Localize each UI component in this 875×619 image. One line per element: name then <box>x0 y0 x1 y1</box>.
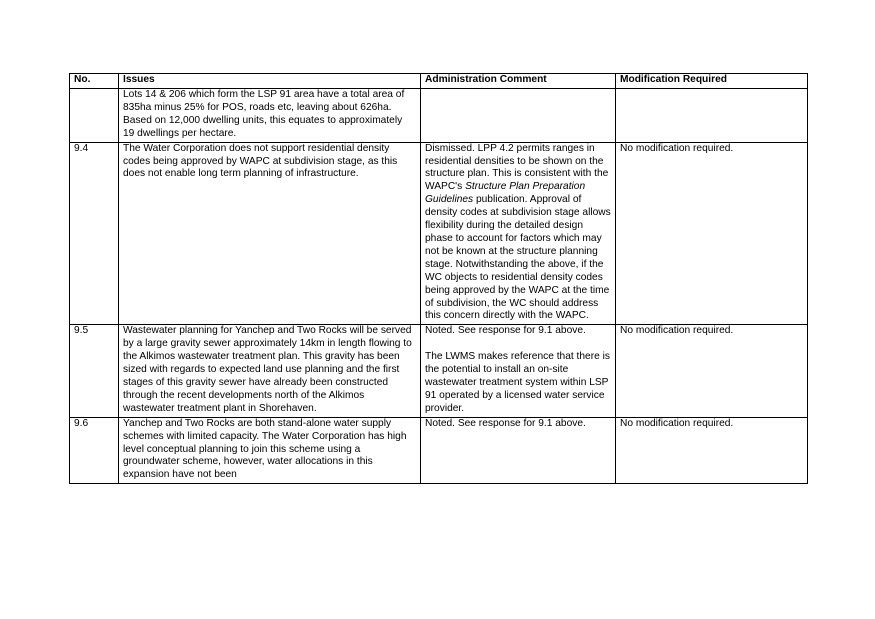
header-no: No. <box>70 74 119 89</box>
issues-table <box>69 73 808 484</box>
row-number: 9.5 <box>70 325 119 417</box>
admin-comment-part: publication. Approval of density codes at subdivision stage allows flexibility during the detailed design phase to account for factors which may not be known at the structure planning stage. Notwithstanding the above, if the WC objects to residential density codes being approved by the WAPC at the time of subdivision, the WC should address this concern directly with the WAPC. <box>425 194 611 322</box>
header-admin-comment: Administration Comment <box>421 74 616 89</box>
modification-required: No modification required. <box>616 325 808 417</box>
admin-comment: Noted. See response for 9.1 above. <box>421 417 616 484</box>
admin-comment <box>421 89 616 143</box>
table-row <box>70 417 808 484</box>
admin-comment-paragraph: The LWMS makes reference that there is the potential to install an on-site wastewater treatment system within LSP 91 operated by a licensed water service provider. <box>425 351 610 414</box>
issue-text: The Water Corporation does not support residential density codes being approved by WAPC at subdivision stage, as this does not enable long term planning of infrastructure. <box>119 142 421 325</box>
modification-required <box>616 89 808 143</box>
admin-comment-paragraph: Noted. See response for 9.1 above. <box>425 325 586 337</box>
table-header-row <box>70 74 808 89</box>
row-number <box>70 89 119 143</box>
issue-text: Yanchep and Two Rocks are both stand-alone water supply schemes with limited capacity. The Water Corporation has high level conceptual planning to join this scheme using a groundwater scheme, however, water allocations in this expansion have not been <box>119 417 421 484</box>
modification-required: No modification required. <box>616 142 808 325</box>
paragraph-gap <box>425 338 611 351</box>
row-number: 9.6 <box>70 417 119 484</box>
issue-text: Wastewater planning for Yanchep and Two Rocks will be served by a large gravity sewer approximately 14km in length flowing to the Alkimos wastewater treatment plan. This gravity has been sized with regards to expected land use planning and the first stages of this gravity sewer have already been constructed through the recent developments north of the Alkimos wastewater treatment plant in Shorehaven. <box>119 325 421 417</box>
header-modification-required: Modification Required <box>616 74 808 89</box>
table-row <box>70 142 808 325</box>
publication-title: Structure Plan Preparation Guidelines <box>425 181 586 206</box>
row-number: 9.4 <box>70 142 119 325</box>
table-row <box>70 89 808 143</box>
admin-comment-part: Dismissed. LPP 4.2 permits ranges in residential densities to be shown on the structure plan. This is consistent with the WAPC's <box>425 142 609 193</box>
table-row <box>70 325 808 417</box>
admin-comment <box>421 142 616 325</box>
admin-comment <box>421 325 616 417</box>
modification-required: No modification required. <box>616 417 808 484</box>
header-issues: Issues <box>119 74 421 89</box>
issue-text: Lots 14 & 206 which form the LSP 91 area have a total area of 835ha minus 25% for POS, roads etc, leaving about 626ha. Based on 12,000 dwelling units, this equates to approximately 19 dwellings per hectare. <box>119 89 421 143</box>
